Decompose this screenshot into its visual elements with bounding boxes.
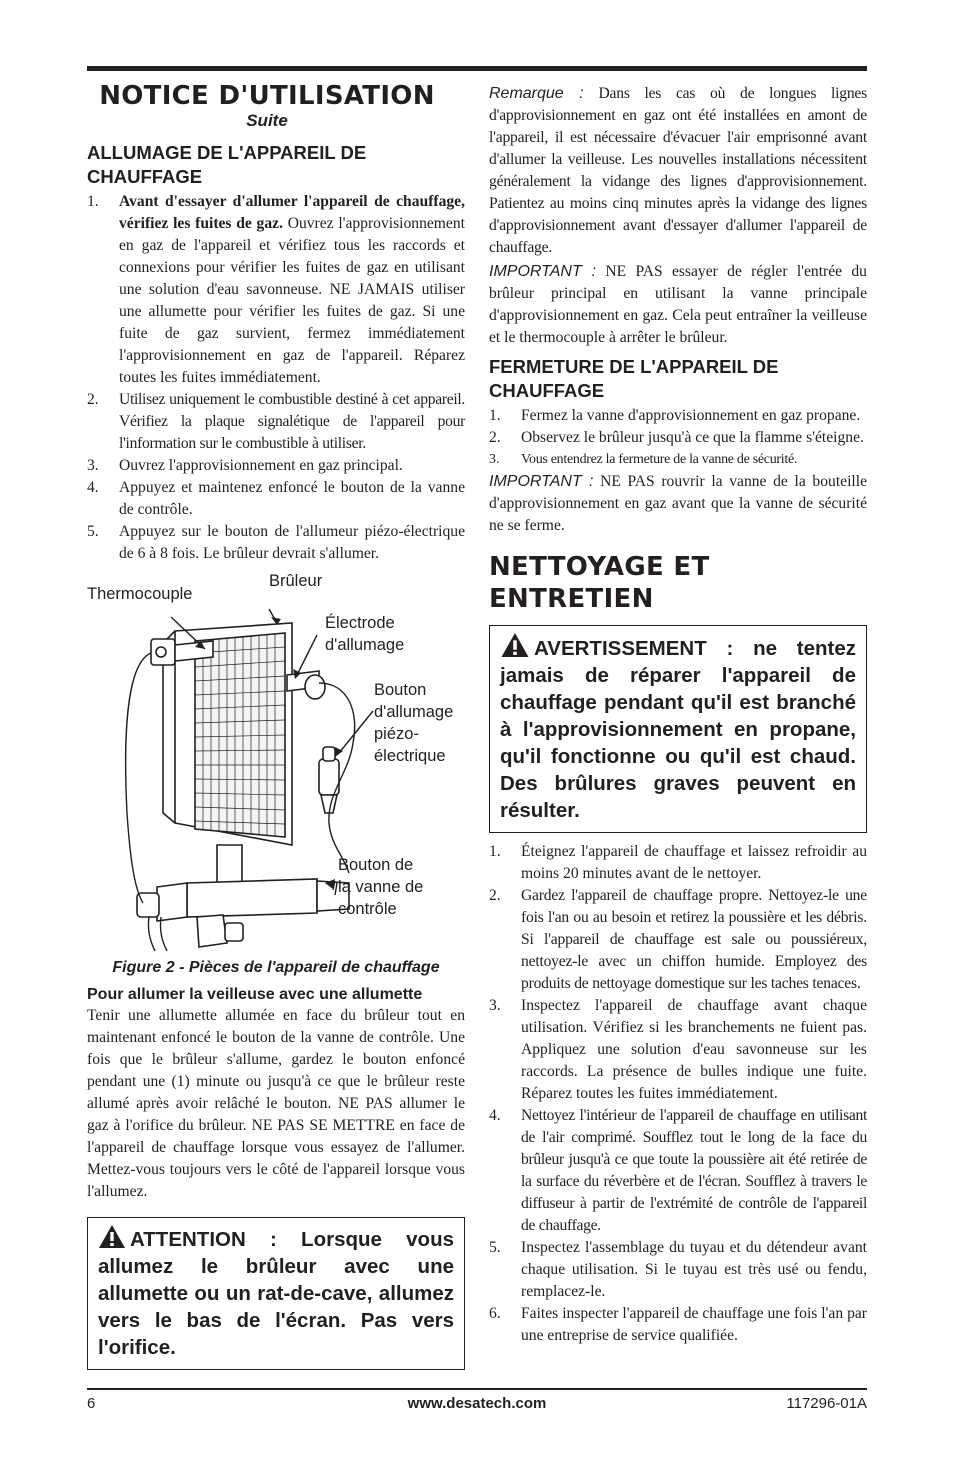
maintenance-steps <box>489 841 867 1347</box>
shutdown-heading: FERMETURE DE L'APPAREIL DE CHAUFFAGE <box>489 356 779 401</box>
list-item: 3. Ouvrez l'approvisionnement en gaz principal. <box>87 457 403 474</box>
important-paragraph-1: IMPORTANT : NE PAS essayer de régler l'entrée du brûleur principal en utilisant la vanne principale d'approvisionnement en gaz. Cela peut entraîner la veilleuse et le thermocouple à arrêter le brûleur. <box>489 263 867 346</box>
left-column <box>87 80 465 1370</box>
important-paragraph-2: IMPORTANT : NE PAS rouvrir la vanne de la bouteille d'approvisionnement en gaz avant que la vanne de sécurité ne se ferme. <box>489 473 867 534</box>
label-valve-button: Bouton de la vanne de contrôle <box>338 856 424 918</box>
match-lighting-heading: Pour allumer la veilleuse avec une allumette <box>87 986 423 1003</box>
warning-box <box>489 625 867 833</box>
list-item: 6. Faites inspecter l'appareil de chauffage une fois l'an par une entreprise de service qualifiée. <box>489 1305 867 1344</box>
warning-triangle-icon <box>98 1224 126 1249</box>
attention-box <box>87 1217 465 1370</box>
label-burner: Brûleur <box>269 572 323 590</box>
page-number: 6 <box>87 1395 96 1412</box>
list-item: 4. Appuyez et maintenez enfoncé le bouton de la vanne de contrôle. <box>87 479 465 518</box>
footer-website: www.desatech.com <box>407 1395 547 1412</box>
shutdown-steps <box>489 405 867 471</box>
section-title-notice: NOTICE D'UTILISATION <box>99 81 435 111</box>
heater-parts-figure <box>87 572 465 955</box>
list-item: 3. Inspectez l'appareil de chauffage avant chaque utilisation. Vérifiez si les branchements ne fuient pas. Appliquez une solution d'eau savonneuse sur les raccords. La présence de bulles indique une fuite. Réparez toutes les fuites immédiatement. <box>489 997 867 1102</box>
warning-message: AVERTISSEMENT : ne tentez jamais de réparer l'appareil de chauffage pendant qu'il est branché à l'approvisionnement en propane, qu'il fonctionne ou qu'il est chaud. Des brûlures graves peuvent en résulter. <box>500 632 856 824</box>
list-item: 3. Vous entendrez la fermeture de la vanne de sécurité. <box>489 452 798 467</box>
list-item: 4. Nettoyez l'intérieur de l'appareil de chauffage en utilisant de l'air comprimé. Soufflez tout le long de la face du brûleur jusqu'à ce que toute la poussière ait été retirée de la surface du réverbère et de l'écran. Soufflez à travers le diffuseur à partir de l'extrémité de contrôle de l'appareil de chauffage. <box>489 1107 867 1234</box>
section-title-cleaning: NETTOYAGE ET ENTRETIEN <box>489 552 710 614</box>
label-piezo-button: Bouton d'allumage piézo- électrique <box>374 681 454 765</box>
lighting-steps <box>87 191 465 565</box>
remark-paragraph: Remarque : Dans les cas où de longues lignes d'approvisionnement en gaz ont été installées en amont de l'appareil, il est nécessaire d'évacuer l'air emprisonné avant d'allumer la veilleuse. Les nouvelles installations nécessitent généralement la vidange des lignes d'approvisionnement. Patientez au moins cinq minutes après la vidange des lignes d'approvisionnement avant d'essayer d'allumer l'appareil de chauffage. <box>489 85 868 256</box>
list-item: 5. Inspectez l'assemblage du tuyau et du détendeur avant chaque utilisation. Si le tuyau est très usé ou fendu, remplacez-le. <box>489 1239 867 1300</box>
list-item: 2. Gardez l'appareil de chauffage propre. Nettoyez-le une fois l'an ou au besoin et retirez la poussière et les débris. Si l'appareil de chauffage est sale ou poussiéreux, nettoyez-le avec un chiffon humide. Employez des produits de nettoyage domestique sur les taches tenaces. <box>489 887 867 992</box>
list-item: 1. Éteignez l'appareil de chauffage et laissez refroidir au moins 20 minutes avant de le nettoyer. <box>489 843 867 882</box>
footer-rule <box>87 1388 867 1390</box>
label-thermocouple: Thermocouple <box>87 585 193 603</box>
list-item: 2. Utilisez uniquement le combustible destiné à cet appareil. Vérifiez la plaque signalétique de l'appareil pour l'information sur le combustible à utiliser. <box>87 391 465 452</box>
figure-caption: Figure 2 - Pièces de l'appareil de chauffage <box>112 959 440 976</box>
right-column <box>489 83 867 1347</box>
document-code: 117296-01A <box>786 1395 867 1412</box>
list-item: 2. Observez le brûleur jusqu'à ce que la flamme s'éteigne. <box>489 429 864 446</box>
list-item: 1. Avant d'essayer d'allumer l'appareil de chauffage, vérifiez les fuites de gaz. Ouvrez l'approvisionnement en gaz de l'appareil et vérifiez tous les raccords et connexions pour vérifier les fuites de gaz en utilisant une solution d'eau savonneuse. NE JAMAIS utiliser une allumette pour vérifier les fuites de gaz. Si une fuite de gaz survient, fermez immédiatement l'approvisionnement en gaz de l'appareil. Réparez toutes les fuites immédiatement. <box>87 193 465 386</box>
list-item: 1. Fermez la vanne d'approvisionnement en gaz propane. <box>489 407 861 424</box>
match-lighting-text: Tenir une allumette allumée en face du brûleur tout en maintenant enfoncé le bouton de la vanne de contrôle. Une fois que le brûleur s'allume, gardez le bouton enfoncé pendant une (1) minute ou jusqu'à ce que le brûleur reste allumé après avoir relâché le bouton. NE PAS allumer le gaz à l'orifice du brûleur. NE PAS SE METTRE en face de l'appareil de chauffage lorsque vous essayez de l'allumer. Mettez-vous toujours vers le côté de l'appareil lorsque vous l'allumez. <box>87 1007 465 1200</box>
warning-triangle-icon <box>500 632 530 658</box>
label-electrode: Électrode d'allumage <box>325 614 405 654</box>
top-rule <box>87 66 867 71</box>
section-subtitle: Suite <box>246 111 288 130</box>
attention-message: ATTENTION : Lorsque vous allumez le brûleur avec une allumette ou un rat-de-cave, allumez vers le bas de l'écran. Pas vers l'orifice. <box>98 1224 454 1361</box>
lighting-heading: ALLUMAGE DE L'APPAREIL DE CHAUFFAGE <box>87 142 367 187</box>
list-item: 5. Appuyez sur le bouton de l'allumeur piézo-électrique de 6 à 8 fois. Le brûleur devrait s'allumer. <box>87 523 465 562</box>
